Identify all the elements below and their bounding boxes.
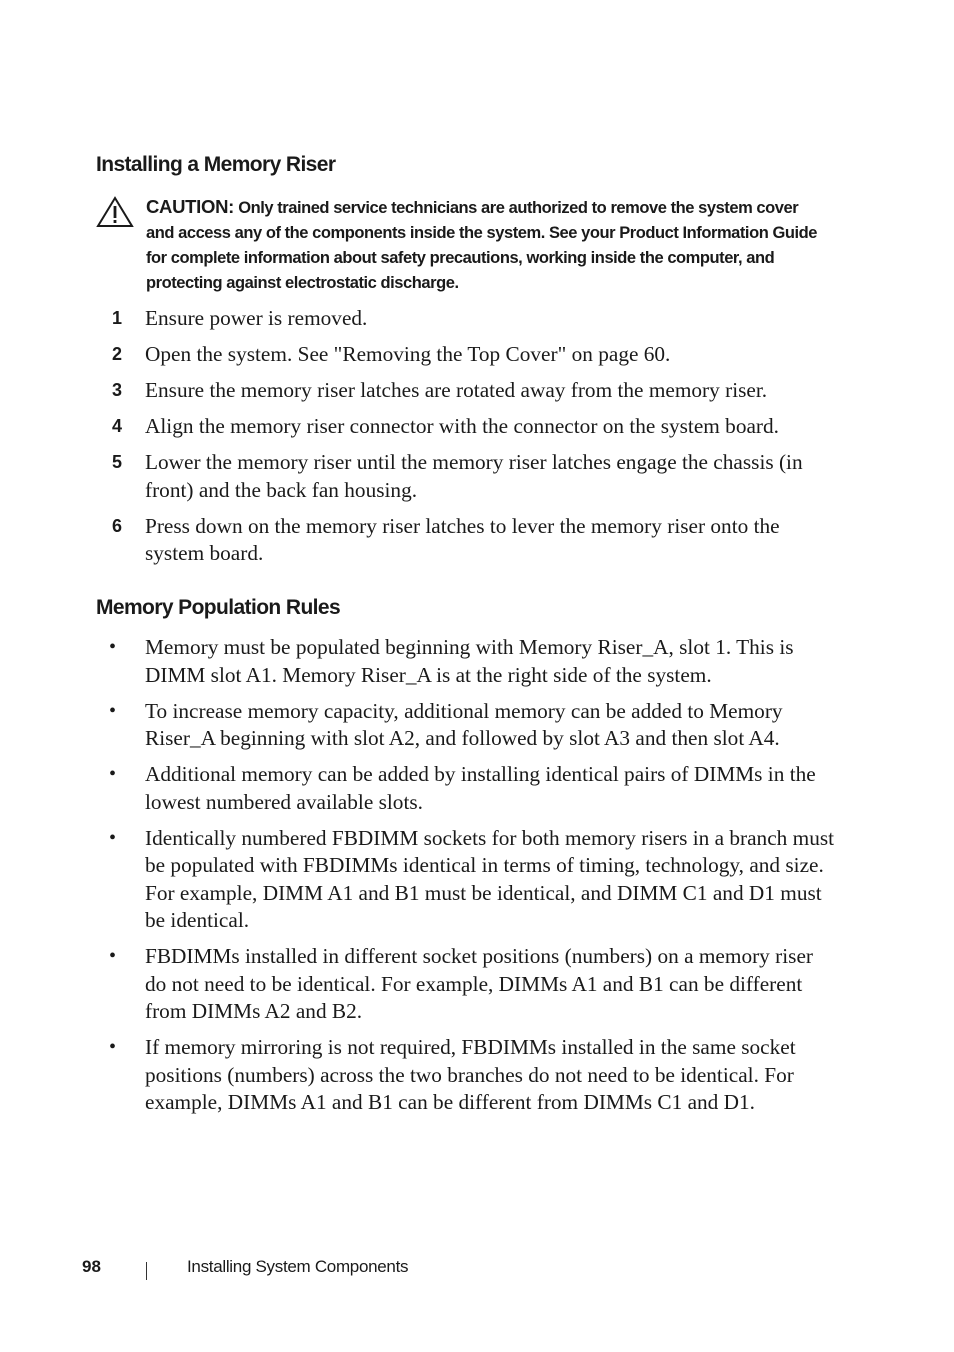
step-text: Align the memory riser connector with the connector on the system board.	[145, 414, 779, 438]
page-number: 98	[82, 1257, 101, 1276]
step-number: 3	[112, 380, 123, 400]
caution-notice	[96, 194, 826, 296]
step-text: Ensure the memory riser latches are rotated away from the memory riser.	[145, 378, 768, 402]
rule-text: Additional memory can be added by installing identical pairs of DIMMs in the lowest numbered available slots.	[145, 762, 816, 814]
section-heading-installing-memory-riser: Installing a Memory Riser	[96, 153, 336, 176]
step-item	[96, 513, 836, 568]
bullet-marker: •	[109, 1036, 117, 1058]
rule-item	[96, 943, 836, 1026]
rule-text: If memory mirroring is not required, FBDIMMs installed in the same socket positions (numbers) across the two branches do not need to be identical. For example, DIMMs A1 and B1 can be different from DIMMs C1 and D1.	[145, 1035, 796, 1114]
rule-text: Identically numbered FBDIMM sockets for both memory risers in a branch must be populated with FBDIMMs identical in terms of timing, technology, and size. For example, DIMM A1 and B1 must be identical, and DIMM C1 and D1 must be identical.	[145, 825, 835, 932]
caution-body: Only trained service technicians are authorized to remove the system cover and access any of the components inside the system. See your Product Information Guide for complete information about safety precautions, working inside the computer, and protecting against electrostatic discharge.	[146, 199, 817, 292]
bullet-marker: •	[109, 699, 117, 722]
memory-rules-list	[96, 634, 836, 1125]
step-item	[96, 377, 836, 405]
rule-item	[96, 634, 836, 689]
rule-item	[96, 825, 836, 935]
step-item	[96, 413, 836, 441]
bullet-marker: •	[109, 826, 117, 849]
step-text: Lower the memory riser until the memory riser latches engage the chassis (in front) and the back fan housing.	[145, 450, 803, 502]
bullet-marker: •	[109, 945, 117, 967]
rule-item	[96, 761, 836, 816]
step-text: Press down on the memory riser latches to lever the memory riser onto the system board.	[145, 513, 780, 565]
warning-triangle-icon	[96, 196, 134, 228]
step-text: Open the system. See "Removing the Top Cover" on page 60.	[145, 342, 671, 366]
step-item	[96, 305, 836, 333]
footer-chapter-title: Installing System Components	[187, 1257, 409, 1276]
step-number: 5	[112, 452, 123, 472]
step-text: Ensure power is removed.	[145, 306, 368, 330]
footer-separator	[146, 1262, 147, 1280]
step-number: 4	[112, 416, 123, 436]
rule-text: Memory must be populated beginning with Memory Riser_A, slot 1. This is DIMM slot A1. Memory Riser_A is at the right side of the system.	[145, 635, 794, 687]
step-item	[96, 449, 836, 504]
rule-item	[96, 698, 836, 753]
caution-label: CAUTION:	[146, 196, 235, 217]
step-number: 2	[112, 344, 123, 364]
installation-steps-list	[96, 305, 836, 576]
step-number: 6	[112, 515, 123, 536]
bullet-marker: •	[109, 636, 117, 658]
step-item	[96, 341, 836, 369]
section-heading-memory-population-rules: Memory Population Rules	[96, 596, 341, 619]
step-number: 1	[112, 308, 123, 328]
caution-text	[146, 194, 826, 296]
rule-text: FBDIMMs installed in different socket positions (numbers) on a memory riser do not need to be identical. For example, DIMMs A1 and B1 can be different from DIMMs A2 and B2.	[145, 944, 813, 1023]
bullet-marker: •	[109, 763, 117, 785]
rule-text: To increase memory capacity, additional memory can be added to Memory Riser_A beginning with slot A2, and followed by slot A3 and then slot A4.	[145, 698, 783, 750]
rule-item	[96, 1034, 836, 1117]
